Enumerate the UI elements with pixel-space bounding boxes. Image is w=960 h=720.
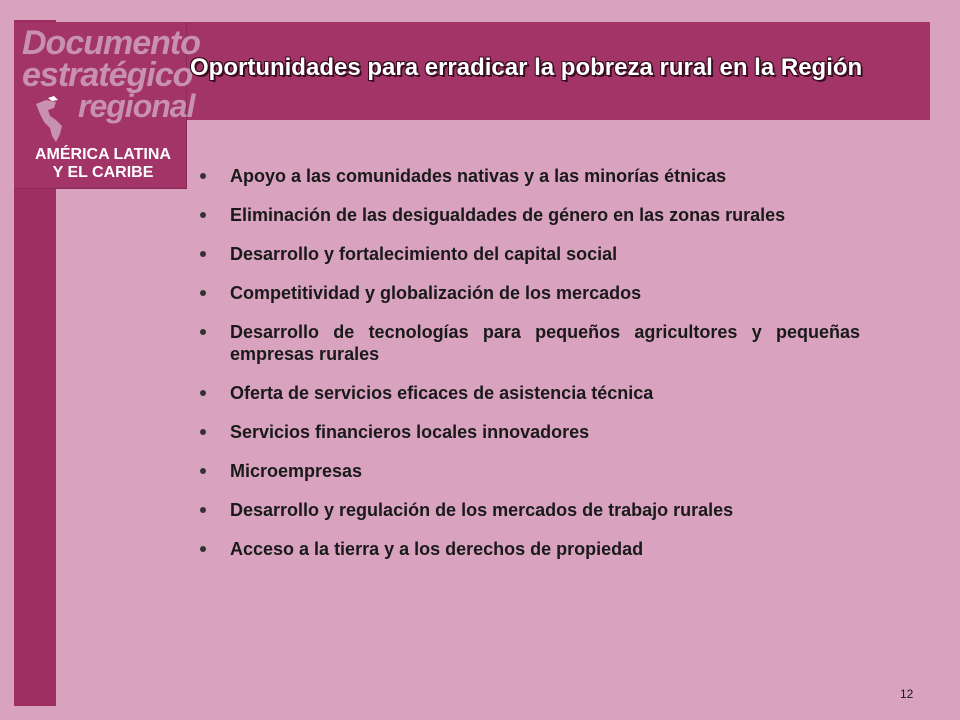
list-item <box>200 282 860 304</box>
bullet-icon <box>200 546 206 552</box>
list-item-text: Acceso a la tierra y a los derechos de propiedad <box>230 539 644 559</box>
opportunities-list <box>200 165 860 577</box>
list-item <box>200 243 860 265</box>
logo-region-line1: AMÉRICA LATINA <box>35 146 171 163</box>
page-number: 12 <box>900 687 914 701</box>
document-logo <box>14 22 200 189</box>
list-item-text: Desarrollo y fortalecimiento del capital social <box>230 244 618 264</box>
bullet-icon <box>200 468 206 474</box>
list-item-text: Eliminación de las desigualdades de género en las zonas rurales <box>230 205 786 225</box>
list-item-text: Servicios financieros locales innovadores <box>230 422 590 442</box>
bullet-icon <box>200 390 206 396</box>
logo-region-line2: Y EL CARIBE <box>52 164 154 181</box>
list-item <box>200 499 860 521</box>
list-item <box>200 165 860 187</box>
bullet-icon <box>200 329 206 335</box>
list-item-text: Desarrollo de tecnologías para pequeños agricultores y pequeñas empresas rurales <box>230 322 860 364</box>
bullet-icon <box>200 173 206 179</box>
logo-line-regional: regional <box>78 88 195 124</box>
bullet-icon <box>200 429 206 435</box>
list-item <box>200 321 860 365</box>
list-item <box>200 204 860 226</box>
americas-map-icon <box>32 96 82 146</box>
bullet-icon <box>200 290 206 296</box>
list-item-text: Desarrollo y regulación de los mercados de trabajo rurales <box>230 500 734 520</box>
list-item <box>200 382 860 404</box>
list-item <box>200 421 860 443</box>
bullet-icon <box>200 251 206 257</box>
slide-title: Oportunidades para erradicar la pobreza rural en la Región <box>190 54 863 81</box>
list-item-text: Oferta de servicios eficaces de asistencia técnica <box>230 383 654 403</box>
logo-line-estrategico: estratégico <box>22 56 193 94</box>
logo-line-documento: Documento <box>22 24 200 62</box>
list-item-text: Apoyo a las comunidades nativas y a las minorías étnicas <box>230 166 727 186</box>
list-item-text: Microempresas <box>230 461 363 481</box>
bullet-icon <box>200 212 206 218</box>
list-item <box>200 460 860 482</box>
list-item <box>200 538 860 560</box>
bullet-icon <box>200 507 206 513</box>
list-item-text: Competitividad y globalización de los mercados <box>230 283 642 303</box>
